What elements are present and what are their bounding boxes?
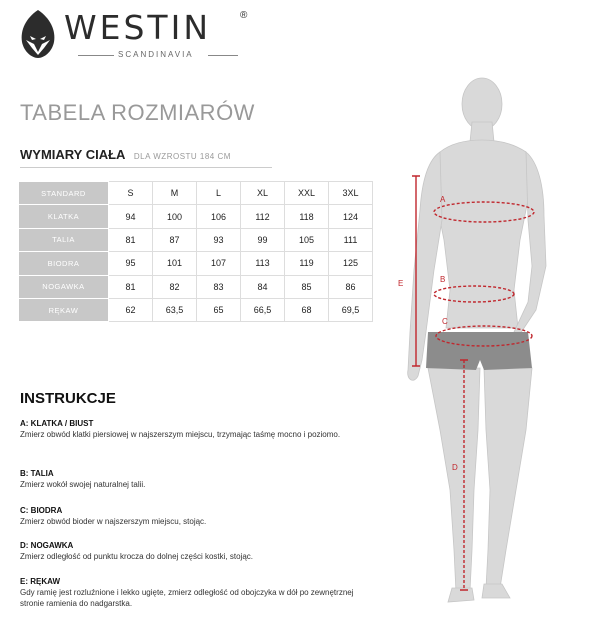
instruction-text: Zmierz obwód klatki piersiowej w najszerszym miejscu, trzymając taśmę mocno i poziomo.	[20, 430, 341, 439]
marker-label-e: E	[398, 279, 404, 288]
size-table	[18, 181, 373, 322]
table-cell: 82	[153, 275, 197, 298]
table-cell: 84	[241, 275, 285, 298]
table-cell: 113	[241, 252, 285, 275]
row-header: NOGAWKA	[19, 275, 109, 298]
instruction-item-hips	[20, 505, 380, 527]
subtitle: WYMIARY CIAŁA	[20, 147, 126, 162]
body-measurement-figure	[380, 70, 600, 630]
instructions-title: INSTRUKCJE	[20, 390, 116, 407]
table-cell: 101	[153, 252, 197, 275]
table-cell: 62	[109, 298, 153, 321]
table-cell: 105	[285, 228, 329, 251]
shorts-shape	[426, 332, 532, 370]
table-row	[19, 275, 373, 298]
subtitle-block	[20, 146, 272, 168]
table-cell: 69,5	[329, 298, 373, 321]
table-cell: 81	[109, 275, 153, 298]
marker-label-d: D	[452, 463, 458, 472]
table-cell: 66,5	[241, 298, 285, 321]
table-cell: 106	[197, 205, 241, 228]
page-title: TABELA ROZMIARÓW	[20, 100, 255, 125]
table-cell: 125	[329, 252, 373, 275]
instruction-item-chest	[20, 418, 380, 440]
table-row	[19, 252, 373, 275]
table-cell: 119	[285, 252, 329, 275]
westin-head-icon	[18, 8, 58, 60]
table-header-row	[19, 182, 373, 205]
brand-sub: SCANDINAVIA	[118, 50, 194, 59]
instruction-item-waist	[20, 468, 380, 490]
logo-divider-left	[78, 55, 114, 56]
instruction-heading: B: TALIA	[20, 469, 54, 478]
row-header: BIODRA	[19, 252, 109, 275]
table-corner: STANDARD	[19, 182, 109, 205]
column-header: XL	[241, 182, 285, 205]
table-cell: 65	[197, 298, 241, 321]
table-cell: 93	[197, 228, 241, 251]
column-header: L	[197, 182, 241, 205]
row-header: RĘKAW	[19, 298, 109, 321]
table-row	[19, 228, 373, 251]
table-row	[19, 205, 373, 228]
column-header: XXL	[285, 182, 329, 205]
row-header: TALIA	[19, 228, 109, 251]
column-header: S	[109, 182, 153, 205]
table-cell: 68	[285, 298, 329, 321]
instruction-text: Zmierz odległość od punktu krocza do dolnej części kostki, stojąc.	[20, 552, 253, 561]
marker-label-b: B	[440, 275, 446, 284]
instruction-text: Gdy ramię jest rozluźnione i lekko ugięte, zmierz odległość od obojczyka w dół po zewnętrznej stronie ramienia do nadgarstka.	[20, 588, 354, 608]
instruction-item-sleeve	[20, 576, 370, 609]
table-cell: 107	[197, 252, 241, 275]
table-cell: 86	[329, 275, 373, 298]
table-cell: 83	[197, 275, 241, 298]
registered-mark: ®	[240, 10, 248, 21]
table-cell: 85	[285, 275, 329, 298]
subtitle-note: DLA WZROSTU 184 CM	[133, 152, 231, 161]
westin-logo	[18, 8, 248, 60]
instruction-item-inseam	[20, 540, 380, 562]
instruction-heading: E: RĘKAW	[20, 577, 60, 586]
brand-name: WESTIN	[64, 8, 212, 47]
instruction-heading: D: NOGAWKA	[20, 541, 74, 550]
instruction-text: Zmierz obwód bioder w najszerszym miejscu, stojąc.	[20, 517, 207, 526]
marker-label-c: C	[442, 317, 448, 326]
column-header: M	[153, 182, 197, 205]
table-cell: 63,5	[153, 298, 197, 321]
marker-label-a: A	[440, 195, 446, 204]
table-cell: 99	[241, 228, 285, 251]
instruction-heading: C: BIODRA	[20, 506, 63, 515]
column-header: 3XL	[329, 182, 373, 205]
instruction-text: Zmierz wokół swojej naturalnej talii.	[20, 480, 146, 489]
logo-divider-right	[208, 55, 238, 56]
table-row	[19, 298, 373, 321]
table-cell: 87	[153, 228, 197, 251]
table-cell: 81	[109, 228, 153, 251]
table-cell: 112	[241, 205, 285, 228]
table-cell: 111	[329, 228, 373, 251]
table-cell: 95	[109, 252, 153, 275]
table-cell: 118	[285, 205, 329, 228]
instruction-heading: A: KLATKA / BIUST	[20, 419, 94, 428]
table-cell: 100	[153, 205, 197, 228]
row-header: KLATKA	[19, 205, 109, 228]
table-cell: 94	[109, 205, 153, 228]
table-cell: 124	[329, 205, 373, 228]
